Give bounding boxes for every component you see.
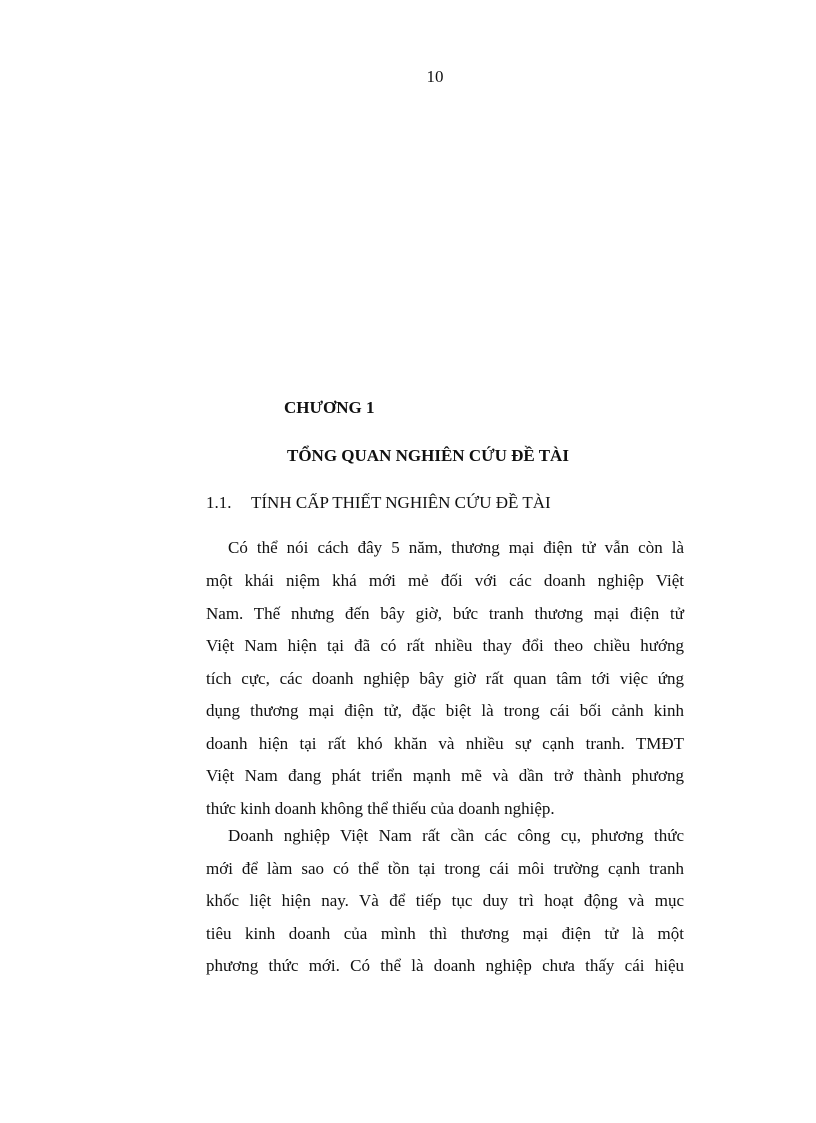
paragraph-line: khốc liệt hiện nay. Và để tiếp tục duy trì hoạt động và mục — [206, 891, 684, 910]
section-title: TÍNH CẤP THIẾT NGHIÊN CỨU ĐỀ TÀI — [251, 493, 551, 512]
paragraph-line: mới để làm sao có thể tồn tại trong cái môi trường cạnh tranh — [206, 859, 684, 878]
paragraph-line: Việt Nam đang phát triển mạnh mẽ và dần trở thành phương — [206, 766, 684, 785]
section-number: 1.1. — [206, 493, 232, 512]
paragraph-line: một khái niệm khá mới mẻ đối với các doanh nghiệp Việt — [206, 571, 684, 590]
paragraph-line: Có thể nói cách đây 5 năm, thương mại điện tử vẫn còn là — [228, 538, 684, 557]
paragraph-line: Doanh nghiệp Việt Nam rất cần các công cụ, phương thức — [228, 826, 684, 845]
chapter-title: TỔNG QUAN NGHIÊN CỨU ĐỀ TÀI — [287, 446, 569, 465]
section-heading — [206, 493, 551, 513]
chapter-label: CHƯƠNG 1 — [284, 398, 375, 417]
paragraph-line: dụng thương mại điện tử, đặc biệt là trong cái bối cảnh kinh — [206, 701, 684, 720]
paragraph-line: Nam. Thế nhưng đến bây giờ, bức tranh thương mại điện tử — [206, 604, 684, 623]
paragraph-line: doanh hiện tại rất khó khăn và nhiều sự cạnh tranh. TMĐT — [206, 734, 684, 753]
paragraph-line: tiêu kinh doanh của mình thì thương mại điện tử là một — [206, 924, 684, 943]
page-number: 10 — [426, 67, 444, 86]
paragraph-line: Việt Nam hiện tại đã có rất nhiều thay đổi theo chiều hướng — [206, 636, 684, 655]
paragraph-line: thức kinh doanh không thể thiếu của doanh nghiệp. — [206, 799, 555, 818]
paragraph-line: phương thức mới. Có thể là doanh nghiệp chưa thấy cái hiệu — [206, 956, 684, 975]
paragraph-line: tích cực, các doanh nghiệp bây giờ rất quan tâm tới việc ứng — [206, 669, 684, 688]
